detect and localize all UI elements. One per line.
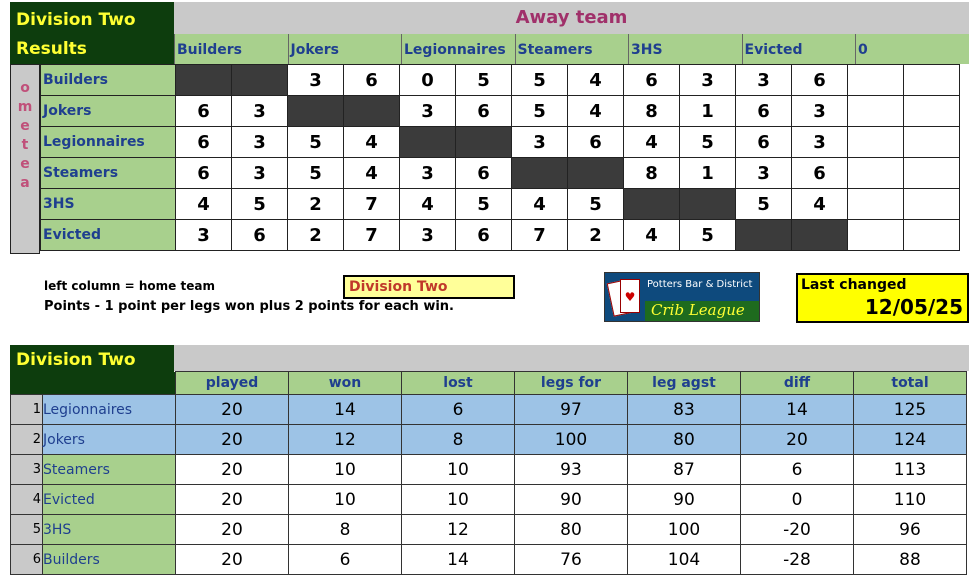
score-cell: 4 (344, 158, 400, 189)
score-cell: 4 (400, 189, 456, 220)
score-cell (904, 189, 960, 220)
score-cell: 5 (456, 65, 512, 96)
score-cell: 5 (456, 189, 512, 220)
league-cell: 12 (402, 515, 515, 545)
score-cell (904, 158, 960, 189)
score-cell: 3 (176, 220, 232, 251)
home-team-vertical-label (10, 64, 40, 254)
score-cell (848, 96, 904, 127)
score-cell: 5 (512, 96, 568, 127)
league-cell: 10 (289, 455, 402, 485)
results-row-team: Evicted (41, 220, 176, 251)
score-cell: 5 (680, 220, 736, 251)
league-team: Legionnaires (43, 395, 176, 425)
league-team: Jokers (43, 425, 176, 455)
score-cell: 8 (624, 158, 680, 189)
results-row-team: Legionnaires (41, 127, 176, 158)
score-cell: 6 (176, 96, 232, 127)
league-header-1: won (289, 372, 402, 395)
league-cell: 20 (741, 425, 854, 455)
score-cell: 2 (568, 220, 624, 251)
home-label-char: o (20, 80, 30, 96)
score-cell: 7 (512, 220, 568, 251)
league-position: 5 (11, 515, 43, 545)
score-cell: 3 (400, 220, 456, 251)
last-changed-box (796, 273, 969, 323)
score-cell: 6 (792, 158, 848, 189)
score-cell: 4 (568, 65, 624, 96)
league-position: 4 (11, 485, 43, 515)
league-cell: 10 (289, 485, 402, 515)
league-header-4: leg agst (628, 372, 741, 395)
score-cell (344, 96, 400, 127)
score-cell (848, 220, 904, 251)
score-cell: 1 (680, 158, 736, 189)
score-cell (848, 158, 904, 189)
score-cell: 4 (568, 96, 624, 127)
score-cell: 4 (624, 127, 680, 158)
away-col-6: 0 (855, 34, 969, 64)
score-cell: 5 (680, 127, 736, 158)
home-label-char: t (21, 137, 29, 153)
score-cell (904, 220, 960, 251)
score-cell: 6 (624, 65, 680, 96)
league-cell: 14 (402, 545, 515, 575)
league-cell: 96 (854, 515, 967, 545)
score-cell: 7 (344, 220, 400, 251)
league-cell: 20 (176, 515, 289, 545)
score-cell (904, 127, 960, 158)
home-label-char: m (17, 99, 33, 115)
results-row-team: Jokers (41, 96, 176, 127)
league-cell: 6 (289, 545, 402, 575)
score-cell: 4 (792, 189, 848, 220)
away-col-3: Steamers (515, 34, 629, 64)
score-cell: 3 (736, 158, 792, 189)
league-cell: -20 (741, 515, 854, 545)
league-cell: 76 (515, 545, 628, 575)
league-header-5: diff (741, 372, 854, 395)
last-changed-date: 12/05/25 (864, 295, 963, 319)
score-cell (736, 220, 792, 251)
score-cell (904, 96, 960, 127)
score-cell: 5 (288, 158, 344, 189)
score-cell: 6 (736, 127, 792, 158)
score-cell (624, 189, 680, 220)
score-cell: 5 (288, 127, 344, 158)
away-col-2: Legionnaires (401, 34, 515, 64)
league-cell: 100 (515, 425, 628, 455)
score-cell (848, 127, 904, 158)
league-cell: 8 (289, 515, 402, 545)
league-top-bar (174, 345, 969, 371)
score-cell: 5 (512, 65, 568, 96)
score-cell: 6 (792, 65, 848, 96)
score-cell: 4 (176, 189, 232, 220)
league-cell: 124 (854, 425, 967, 455)
league-cell: 104 (628, 545, 741, 575)
league-cell: 14 (741, 395, 854, 425)
results-row (41, 96, 960, 127)
results-row-team: Builders (41, 65, 176, 96)
results-title-line1: Division Two (16, 10, 136, 30)
league-cell: 90 (515, 485, 628, 515)
score-cell (232, 65, 288, 96)
score-cell: 4 (624, 220, 680, 251)
league-cell: 110 (854, 485, 967, 515)
score-cell: 3 (680, 65, 736, 96)
league-row (11, 545, 967, 575)
home-label-char: e (20, 118, 30, 134)
score-cell: 4 (512, 189, 568, 220)
score-cell: 6 (456, 220, 512, 251)
score-cell: 7 (344, 189, 400, 220)
results-row-team: Steamers (41, 158, 176, 189)
home-team-note: left column = home team (44, 279, 215, 293)
score-cell: 6 (456, 96, 512, 127)
score-cell (848, 65, 904, 96)
score-cell (400, 127, 456, 158)
league-table (10, 371, 967, 575)
league-cell: 20 (176, 455, 289, 485)
score-cell: 3 (400, 158, 456, 189)
division-box: Division Two (343, 275, 515, 299)
home-label-char: e (20, 156, 30, 172)
league-cell: 87 (628, 455, 741, 485)
score-cell: 3 (232, 158, 288, 189)
score-cell (792, 220, 848, 251)
league-cell: 10 (402, 455, 515, 485)
score-cell: 6 (344, 65, 400, 96)
league-cell: 10 (402, 485, 515, 515)
league-team: Steamers (43, 455, 176, 485)
score-cell (848, 189, 904, 220)
league-row (11, 455, 967, 485)
score-cell: 3 (736, 65, 792, 96)
score-cell: 4 (344, 127, 400, 158)
league-row (11, 425, 967, 455)
score-cell (904, 65, 960, 96)
crib-league-logo (604, 272, 760, 322)
results-title-line2: Results (16, 39, 87, 59)
league-position: 2 (11, 425, 43, 455)
results-row (41, 158, 960, 189)
league-cell: 20 (176, 545, 289, 575)
league-position: 6 (11, 545, 43, 575)
league-title-line1: Division Two (16, 350, 136, 370)
league-cell: 20 (176, 485, 289, 515)
results-row (41, 127, 960, 158)
league-cell: 97 (515, 395, 628, 425)
results-row (41, 65, 960, 96)
score-cell: 3 (792, 127, 848, 158)
score-cell: 6 (176, 127, 232, 158)
league-cell: 113 (854, 455, 967, 485)
league-cell: 0 (741, 485, 854, 515)
league-cell: 100 (628, 515, 741, 545)
league-cell: 90 (628, 485, 741, 515)
score-cell: 6 (456, 158, 512, 189)
league-cell: 8 (402, 425, 515, 455)
score-cell (512, 158, 568, 189)
league-row (11, 485, 967, 515)
last-changed-label: Last changed (801, 277, 907, 293)
score-cell: 5 (232, 189, 288, 220)
league-team: Builders (43, 545, 176, 575)
score-cell (456, 127, 512, 158)
league-team: Evicted (43, 485, 176, 515)
away-columns-row (174, 34, 969, 64)
away-col-0: Builders (174, 34, 288, 64)
score-cell: 5 (736, 189, 792, 220)
league-cell: 80 (515, 515, 628, 545)
league-position: 1 (11, 395, 43, 425)
league-cell: 14 (289, 395, 402, 425)
score-cell: 2 (288, 220, 344, 251)
results-row (41, 220, 960, 251)
score-cell: 0 (400, 65, 456, 96)
away-col-4: 3HS (628, 34, 742, 64)
league-cell: 20 (176, 425, 289, 455)
league-cell: 83 (628, 395, 741, 425)
score-cell: 3 (400, 96, 456, 127)
score-cell: 6 (232, 220, 288, 251)
league-header-6: total (854, 372, 967, 395)
points-note: Points - 1 point per legs won plus 2 points for each win. (44, 299, 454, 314)
score-cell (288, 96, 344, 127)
league-header-3: legs for (515, 372, 628, 395)
results-grid (40, 64, 960, 251)
league-cell: 80 (628, 425, 741, 455)
league-header-0: played (176, 372, 289, 395)
away-col-5: Evicted (742, 34, 856, 64)
score-cell: 8 (624, 96, 680, 127)
league-cell: 88 (854, 545, 967, 575)
score-cell: 3 (232, 96, 288, 127)
score-cell (568, 158, 624, 189)
score-cell: 3 (792, 96, 848, 127)
playing-cards-icon: ♥ (610, 277, 642, 319)
score-cell: 2 (288, 189, 344, 220)
league-row (11, 515, 967, 545)
league-cell: 93 (515, 455, 628, 485)
away-col-1: Jokers (288, 34, 402, 64)
league-cell: 125 (854, 395, 967, 425)
logo-top-text: Potters Bar & District (647, 279, 753, 290)
home-label-char: a (20, 175, 30, 191)
score-cell: 6 (176, 158, 232, 189)
league-cell: 12 (289, 425, 402, 455)
league-cell: 6 (741, 455, 854, 485)
results-row (41, 189, 960, 220)
score-cell (680, 189, 736, 220)
league-position: 3 (11, 455, 43, 485)
league-cell: -28 (741, 545, 854, 575)
away-team-header: Away team (174, 2, 969, 34)
league-row (11, 395, 967, 425)
score-cell: 3 (288, 65, 344, 96)
score-cell: 3 (512, 127, 568, 158)
results-title (10, 2, 174, 64)
score-cell (176, 65, 232, 96)
league-header-2: lost (402, 372, 515, 395)
score-cell: 6 (736, 96, 792, 127)
score-cell: 3 (232, 127, 288, 158)
league-cell: 20 (176, 395, 289, 425)
league-team: 3HS (43, 515, 176, 545)
logo-bottom-text: Crib League (651, 301, 745, 319)
score-cell: 6 (568, 127, 624, 158)
league-cell: 6 (402, 395, 515, 425)
score-cell: 1 (680, 96, 736, 127)
score-cell: 5 (568, 189, 624, 220)
results-row-team: 3HS (41, 189, 176, 220)
